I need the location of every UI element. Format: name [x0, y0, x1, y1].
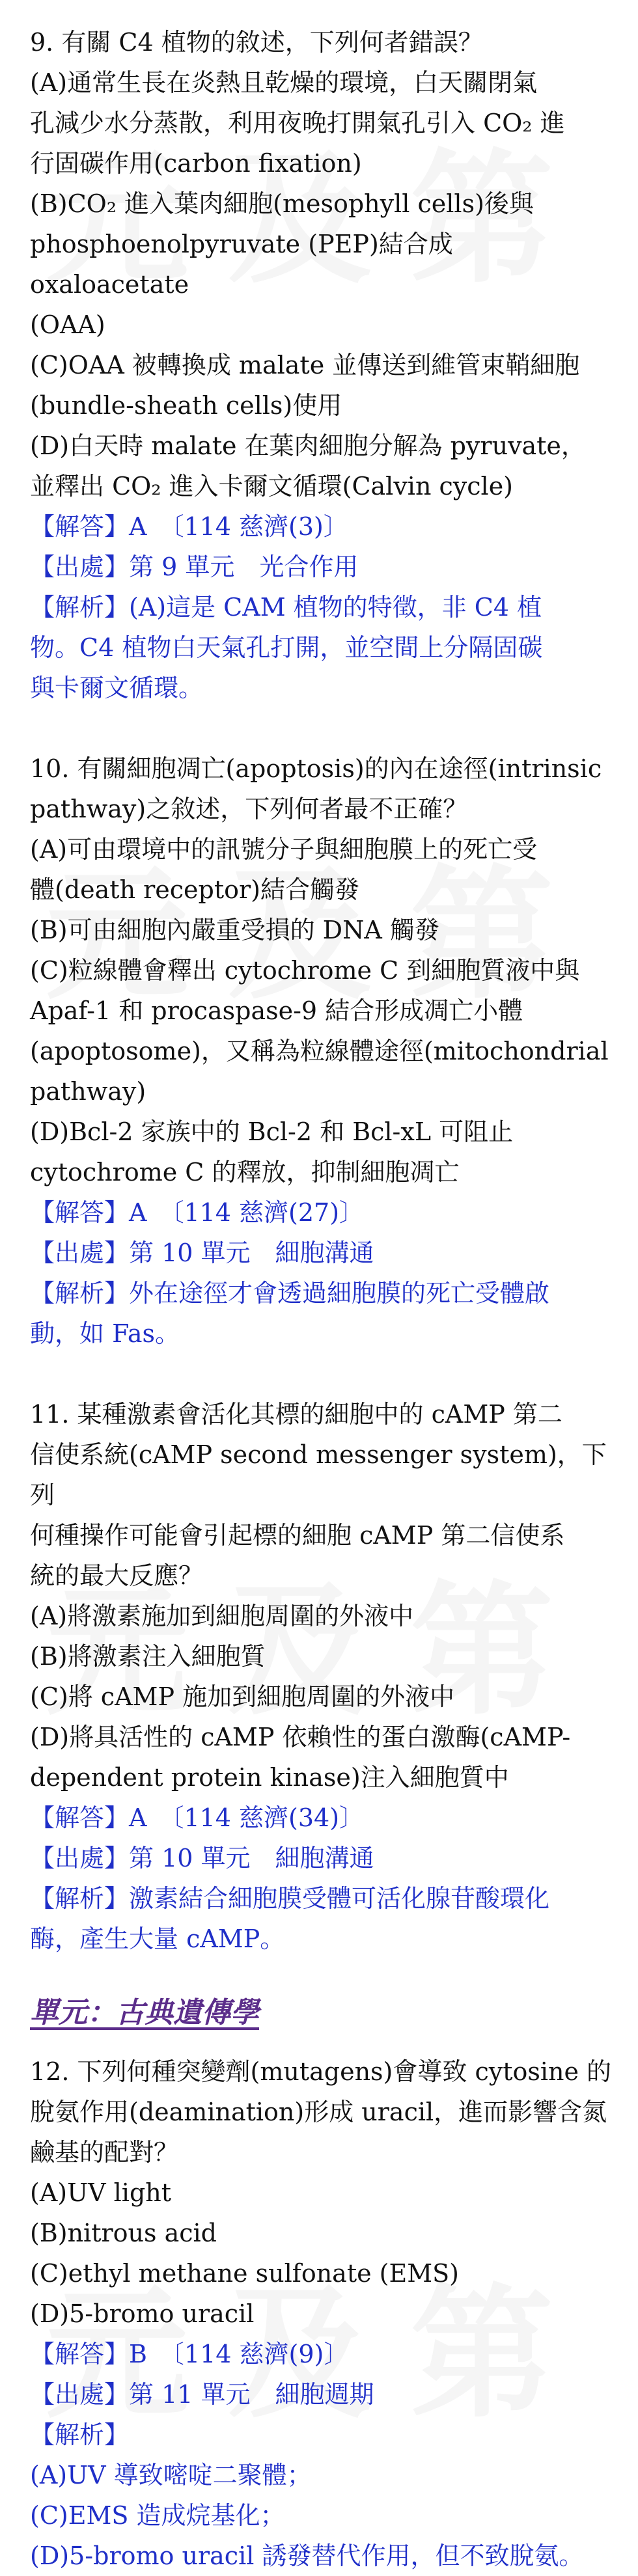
option-line: (C)OAA 被轉換成 malate 並傳送到維管束鞘細胞 — [30, 351, 580, 379]
question-stem — [30, 2051, 616, 2172]
stem-line: 信使系統(cAMP second messenger system)，下列 — [30, 1440, 607, 1509]
option-line: (B)可由細胞內嚴重受損的 DNA 觸發 — [30, 916, 439, 944]
option-line: dependent protein kinase)注入細胞質中 — [30, 1763, 509, 1792]
explanation-line: 【解析】激素結合細胞膜受體可活化腺苷酸環化 — [30, 1884, 550, 1913]
option-line: (D)白天時 malate 在葉肉細胞分解為 pyruvate， — [30, 432, 586, 460]
question-12 — [30, 2051, 616, 2576]
option-line: (C)ethyl methane sulfonate (EMS) — [30, 2259, 459, 2288]
source-line: 【出處】第 10 單元 細胞溝通 — [30, 1239, 374, 1267]
question-10 — [30, 748, 616, 1354]
explanation-line: (A)UV 導致嘧啶二聚體； — [30, 2461, 312, 2489]
answer-line: 【解答】A 〔114 慈濟(3)〕 — [30, 512, 348, 541]
explanation-line: 【解析】 — [30, 2420, 130, 2449]
answer-block — [30, 2334, 616, 2576]
explanation-line: (C)EMS 造成烷基化； — [30, 2501, 285, 2530]
option-line: (apoptosome)，又稱為粒線體途徑(mitochondrial — [30, 1037, 609, 1065]
option-line: 並釋出 CO₂ 進入卡爾文循環(Calvin cycle) — [30, 472, 514, 500]
option-line: (D)5-bromo uracil — [30, 2299, 255, 2328]
question-11 — [30, 1394, 616, 1959]
option-line: 體(death receptor)結合觸發 — [30, 875, 360, 904]
stem-line: pathway)之敘述，下列何者最不正確？ — [30, 795, 468, 823]
question-stem — [30, 1394, 616, 1596]
option-line: (B)CO₂ 進入葉肉細胞(mesophyll cells)後與 — [30, 189, 534, 218]
explanation-line: 酶，產生大量 cAMP。 — [30, 1925, 285, 1953]
answer-block — [30, 1798, 616, 1959]
option-line: 行固碳作用(carbon fixation) — [30, 149, 362, 178]
explanation-line: 物。C4 植物白天氣孔打開，並空間上分隔固碳 — [30, 633, 543, 662]
option-line: (B)nitrous acid — [30, 2219, 217, 2247]
source-line: 【出處】第 10 單元 細胞溝通 — [30, 1844, 374, 1872]
answer-line: 【解答】B 〔114 慈濟(9)〕 — [30, 2340, 349, 2368]
option-line: pathway) — [30, 1077, 146, 1106]
question-stem — [30, 22, 616, 62]
option-line: phosphoenolpyruvate (PEP)結合成 oxaloacetate — [30, 230, 453, 299]
answer-block — [30, 1192, 616, 1354]
option-line: (D)將具活性的 cAMP 依賴性的蛋白激酶(cAMP- — [30, 1723, 571, 1751]
stem-line: 12. 下列何種突變劑(mutagens)會導致 cytosine 的 — [30, 2057, 612, 2086]
stem-line: 脫氨作用(deamination)形成 uracil，進而影響含氮 — [30, 2098, 607, 2126]
spacer — [30, 1354, 616, 1394]
stem-line: 鹼基的配對？ — [30, 2138, 179, 2167]
option-line: (B)將激素注入細胞質 — [30, 1642, 266, 1671]
question-options — [30, 829, 616, 1192]
source-line: 【出處】第 11 單元 細胞週期 — [30, 2380, 374, 2409]
explanation-line: 與卡爾文循環。 — [30, 674, 204, 702]
stem-line: 10. 有關細胞凋亡(apoptosis)的內在途徑(intrinsic — [30, 754, 602, 783]
answer-block — [30, 506, 616, 708]
option-line: (OAA) — [30, 310, 105, 339]
stem-line: 11. 某種激素會活化其標的細胞中的 cAMP 第二 — [30, 1400, 562, 1429]
explanation-line: (D)5-bromo uracil 誘發替代作用，但不致脫氨。 — [30, 2542, 584, 2570]
option-line: (C)將 cAMP 施加到細胞周圍的外液中 — [30, 1682, 455, 1711]
spacer — [30, 708, 616, 748]
option-line: (A)通常生長在炎熱且乾燥的環境，白天關閉氣 — [30, 68, 538, 97]
source-line: 【出處】第 9 單元 光合作用 — [30, 553, 359, 581]
explanation-line: 【解析】外在途徑才會透過細胞膜的死亡受體啟 — [30, 1279, 550, 1308]
option-line: cytochrome C 的釋放，抑制細胞凋亡 — [30, 1158, 460, 1186]
option-line: Apaf-1 和 procaspase-9 結合形成凋亡小體 — [30, 996, 523, 1025]
stem-line: 何種操作可能會引起標的細胞 cAMP 第二信使系 — [30, 1521, 565, 1550]
option-line: (A)可由環境中的訊號分子與細胞膜上的死亡受 — [30, 835, 538, 864]
option-line: (bundle-sheath cells)使用 — [30, 391, 342, 420]
document-body — [30, 22, 616, 2576]
option-line: 孔減少水分蒸散，利用夜晚打開氣孔引入 CO₂ 進 — [30, 109, 565, 137]
question-options — [30, 62, 616, 506]
unit-heading: 單元：古典遺傳學 — [30, 1996, 259, 2029]
question-stem — [30, 748, 616, 829]
answer-line: 【解答】A 〔114 慈濟(27)〕 — [30, 1198, 365, 1227]
option-line: (A)將激素施加到細胞周圍的外液中 — [30, 1602, 414, 1630]
stem-line: 統的最大反應？ — [30, 1561, 204, 1590]
stem-line: 9. 有關 C4 植物的敘述，下列何者錯誤？ — [30, 28, 483, 57]
question-options — [30, 2172, 616, 2334]
question-9 — [30, 22, 616, 708]
option-line: (A)UV light — [30, 2178, 172, 2207]
explanation-line: 動，如 Fas。 — [30, 1319, 180, 1348]
option-line: (D)Bcl-2 家族中的 Bcl-2 和 Bcl-xL 可阻止 — [30, 1117, 514, 1146]
answer-line: 【解答】A 〔114 慈濟(34)〕 — [30, 1803, 365, 1832]
question-options — [30, 1596, 616, 1798]
explanation-line: 【解析】(A)這是 CAM 植物的特徵，非 C4 植 — [30, 593, 542, 622]
option-line: (C)粒線體會釋出 cytochrome C 到細胞質液中與 — [30, 956, 580, 985]
